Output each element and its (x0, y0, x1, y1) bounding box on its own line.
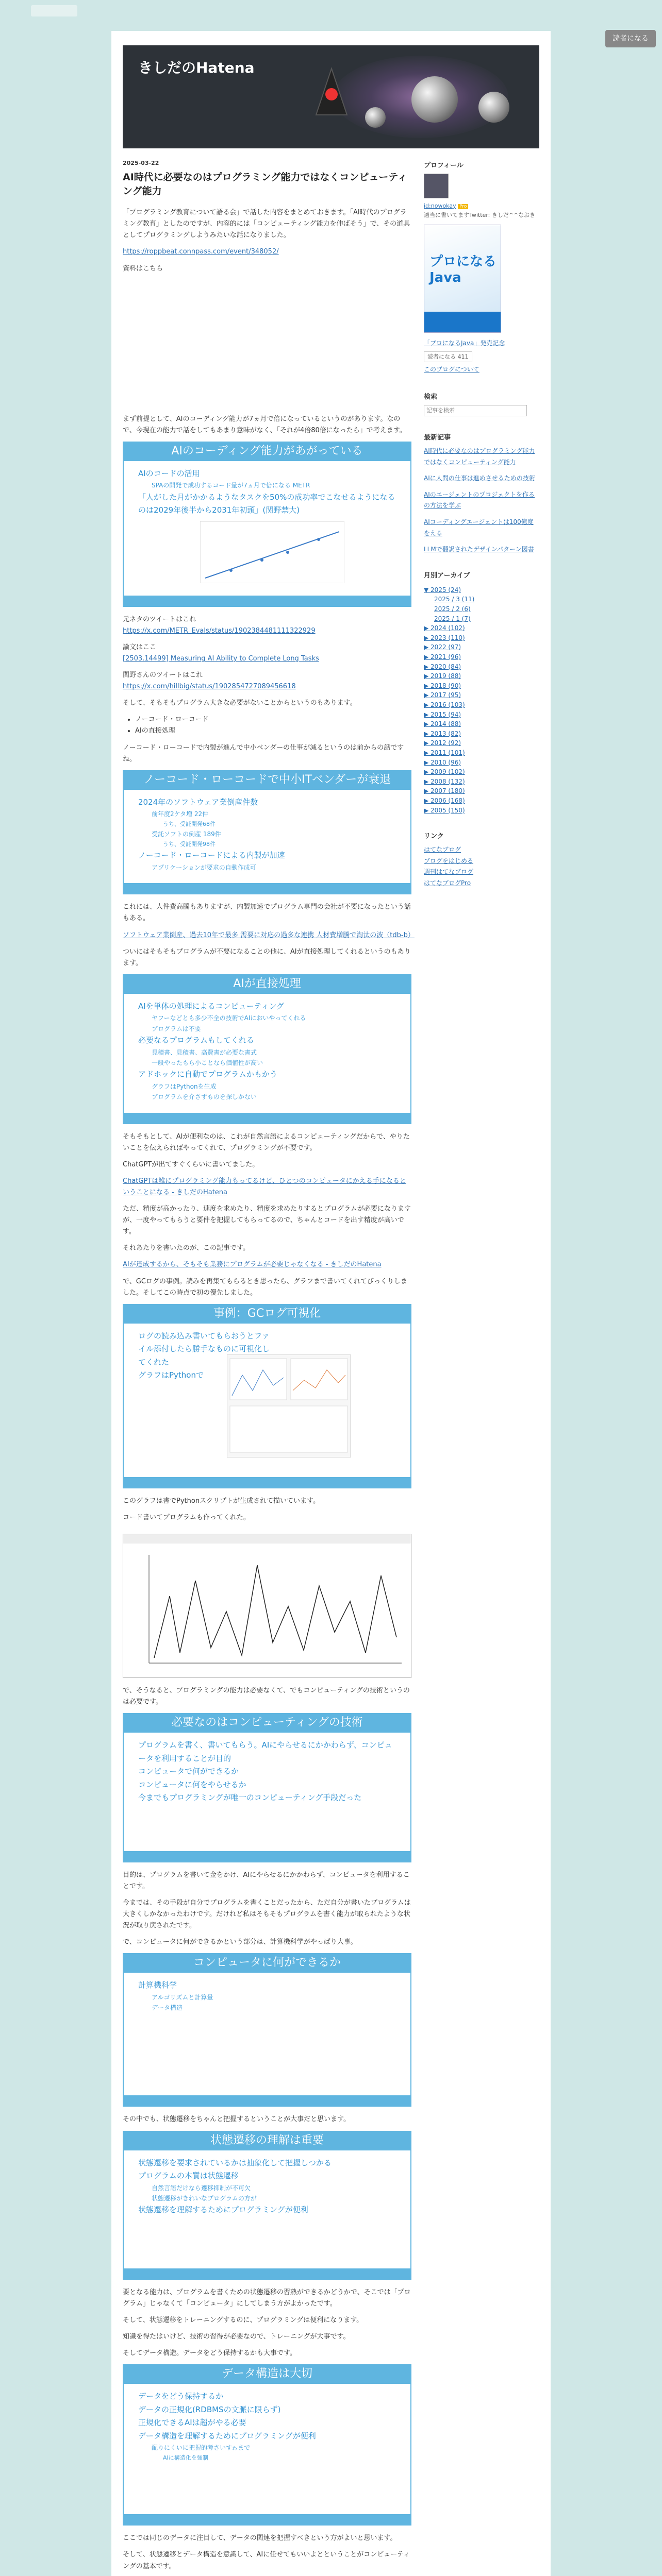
hatena-link[interactable]: 週刊はてなブログ (424, 868, 474, 876)
slide-body (123, 1324, 411, 1478)
archive-year[interactable]: ▶ 2018 (90) (424, 682, 461, 689)
slide-item: 状態遷移を理解するためにプログラミングが便利 (138, 2205, 308, 2215)
archive-year[interactable]: ▶ 2023 (110) (424, 634, 465, 641)
paragraph: 知識を得たはいけど、技術の習得が必要なので、トレーニングが大事です。 (123, 2333, 350, 2341)
slide-item: 今までもプログラミングが唯一のコンピューティング手段だった (138, 1793, 362, 1803)
slide-item: グラフはPythonを生成 (152, 1082, 217, 1090)
header-sphere (411, 76, 458, 123)
slide-item: コンピュータで何ができるか (138, 1767, 239, 1776)
archive-year[interactable]: ▶ 2016 (103) (424, 701, 465, 708)
slide-item: 自然言語だけなら遷移抑制が不可欠 (152, 2184, 251, 2192)
article-title[interactable]: AI時代に必要なのはプログラミング能力ではなくコンピューティング能力 (123, 172, 407, 197)
paragraph: 今までは、その手段が自分でプログラムを書くことだったから、ただ自分が書いたプログラムは大きくしかなかったわけです。だけれど私はそもそもプログラムを書く能力が取られたような状況が取り戻されたです。 (123, 1899, 411, 1929)
archive-year[interactable]: ▶ 2007 (180) (424, 787, 465, 795)
recent-entry-link[interactable]: LLMで翻訳されたデザインパターン図書 (424, 546, 534, 553)
module-heading: 最新記事 (424, 433, 451, 442)
header-sphere (478, 92, 509, 123)
slide-banner: 状態遷移の理解は重要 (123, 2131, 411, 2150)
slide-strip (123, 2269, 411, 2280)
archive-month[interactable]: 2025 / 1 (7) (434, 615, 471, 622)
archive-month[interactable]: 2025 / 3 (11) (434, 596, 475, 603)
recent-entry-link[interactable]: AI時代に必要なのはプログラミング能力ではなくコンピューティング能力 (424, 447, 535, 466)
paragraph: ついにはそもそもプログラムが不要になることの他に、AIが直接処理してくれるというのもあります。 (123, 947, 411, 967)
paragraph: コード書いてプログラムも作ってくれた。 (123, 1513, 250, 1521)
book-footer (424, 312, 501, 332)
slide-item: プログラムを書く、書いてもらう。AIにやらせるにかかわらず、コンピュータを利用することが目的 (138, 1740, 392, 1763)
hatena-link[interactable]: はてなブログ (424, 846, 461, 854)
archive-year[interactable]: ▶ 2008 (132) (424, 777, 465, 785)
paragraph: で、コンピュータに何ができるかという部分は、計算機科学がやっぱり大事。 (123, 1938, 357, 1946)
slide-item: AIに構造化を強制 (163, 2454, 208, 2461)
paragraph: まず前提として、AIのコーディング能力が7ヵ月で倍になっているというのがあります。なので、今現在の能力で話をしてもあまり意味がなく、「それが4倍80倍になったら」で考えます。 (123, 415, 406, 434)
archive-year[interactable]: ▶ 2017 (95) (424, 691, 461, 699)
slide-item: データをどう保持するか (138, 2392, 224, 2401)
slide-item: 正規化できるAIは超がやる必要 (138, 2418, 246, 2428)
article (123, 160, 415, 2576)
recent-module (424, 432, 539, 555)
slide-item: 配りにくいに把握的考さいすゎまで (152, 2444, 251, 2452)
slide-strip (123, 884, 411, 894)
slide-body (123, 1733, 411, 1852)
slide-item: うち、受託開発98件 (163, 840, 216, 848)
paragraph: そもそもとして、AIが便利なのは、これが自然言語によるコンピューティングだからで、やりたいことを伝えらればやってくれて、プログラミングが不要です。 (123, 1132, 410, 1152)
paragraph: で、GCログの事例。読みを再集てもらるとき思ったら、グラフまで書いてくれてびっくりしました。そしてこの時点で初の優先しました。 (123, 1277, 407, 1297)
slide-strip (123, 2096, 411, 2107)
archive-month[interactable]: 2025 / 2 (6) (434, 605, 471, 613)
slide-banner: データ構造は大切 (123, 2364, 411, 2384)
paragraph: ノーコード・ローコードで内製が進んで中小ベンダーの仕事が減るというのは前からの話ですね。 (123, 743, 404, 763)
slide-item: プログラムは不要 (152, 1025, 201, 1032)
subscribe-button[interactable]: 読者になる (605, 30, 656, 47)
slide-item: プログラムの本質は状態遷移 (138, 2171, 239, 2181)
slide-item: アドホックに自動でプログラムかもかう (138, 1070, 277, 1079)
module-heading: リンク (424, 833, 444, 841)
paragraph: ここでは同じのデータに注目して、データの関連を把握すべきという方がよいと思います。 (123, 2534, 397, 2543)
archive-year[interactable]: ▶ 2006 (168) (424, 796, 465, 804)
paragraph: そして、そもそもプログラム大きな必要がないことからというのもあります。 (123, 699, 357, 707)
paragraph: そしてデータ構造。データをどう保持するかも大事です。 (123, 2349, 296, 2358)
slide-item: AIのコードの活用 (138, 468, 200, 478)
slide-item: 「人がした月がかかるようなタスクを50%の成功率でこなせるようになるのは2029年後半から2031年初頭」(関野禁大) (138, 492, 395, 515)
paragraph: 目的は、プログラムを書いて金をかけ、AIにやらせるにかかわらず、コンピュータを利用することです。 (123, 1871, 410, 1890)
recent-entry-link[interactable]: AIのエージェントのプロジェクトを作るの方法を学ぶ (424, 490, 535, 510)
site-title[interactable]: きしだのHatena (138, 59, 255, 76)
paragraph: 要となる能力は、プログラムを書くための状態遷移の習熟ができるかどうかで、そこでは「プログラム」じゃなくて「コンピュータ」にしてしまう方がよかったです。 (123, 2288, 411, 2308)
slide-body (123, 994, 411, 1114)
slide-banner: コンピュータに何ができるか (123, 1953, 411, 1973)
slides-label: 資料はこちら (123, 264, 163, 273)
slide-item: AIを単体の処理によるコンピューティング (138, 1001, 285, 1011)
book-title: プロになるJava (429, 254, 497, 286)
slide-item: プログラムを介さずものを探しかない (152, 1093, 257, 1101)
hatena-link[interactable]: はてなブログPro (424, 879, 471, 887)
slide-banner: ノーコード・ローコードで中小ITベンダーが衰退 (123, 770, 411, 790)
archive-year[interactable]: ▶ 2013 (82) (424, 730, 461, 737)
blog-header (123, 45, 539, 148)
archive-module (424, 571, 539, 815)
archive-year[interactable]: ▼ 2025 (24) (424, 586, 461, 594)
source-label: 関野さんのツイートはこれ (123, 671, 203, 680)
slide-banner: AIが直接処理 (123, 974, 411, 994)
slide-item: 受託ソフトの倒産 189件 (152, 831, 221, 838)
paragraph: そして、状態遷移をトレーニングするのに、プログラミングは便利になります。 (123, 2316, 363, 2325)
source-label: 元ネタのツイートはこれ (123, 615, 196, 623)
slide-item: ログの読み込み書いてもらおうとファイル添付したら勝手なものに可視化してくれた (138, 1331, 270, 1367)
event-link[interactable]: https://roppbeat.connpass.com/event/348052/ (123, 248, 279, 256)
source-label: 論文はここ (123, 643, 157, 651)
sidebar (424, 160, 539, 904)
slide-banner: AIのコーディング能力があがっている (123, 442, 411, 461)
module-heading: プロフィール (424, 162, 464, 170)
slide-body (123, 461, 411, 597)
archive-year[interactable]: ▶ 2019 (88) (424, 672, 461, 680)
slide-banner: 必要なのはコンピューティングの技術 (123, 1713, 411, 1733)
header-sphere (365, 107, 386, 128)
archive-year[interactable]: ▶ 2022 (97) (424, 643, 461, 651)
slide-item: ヤフーなどとも多少不全の技術でAIにおいやってくれる (152, 1014, 306, 1022)
source-link[interactable]: [2503.14499] Measuring AI Ability to Complete Long Tasks (123, 655, 319, 663)
slide-item: 一般やったもら小ことなら価値性が高い (152, 1059, 263, 1066)
duke-mascot-icon (313, 66, 350, 123)
book-link[interactable]: 「プロになるJava」発売記念 (424, 340, 505, 347)
reader-count-button[interactable]: 読者になる 411 (424, 351, 472, 363)
slide-item: 状態遷移を要求されているかは抽象化して把握しつかる (138, 2158, 332, 2167)
slide-item: グラフはPythonで (138, 1370, 204, 1380)
archive-year[interactable]: ▶ 2015 (94) (424, 710, 461, 718)
gc-log-screenshot (227, 1354, 351, 1458)
hatena-link[interactable]: ブログをはじめる (424, 857, 474, 865)
pro-badge: Pro (458, 204, 468, 209)
slide-item: データの正規化(RDBMSの文脈に限らず) (138, 2404, 281, 2414)
profile-id-link[interactable]: id:nowokay (424, 202, 456, 209)
slide-item: アルゴリズムと計算量 (152, 1993, 213, 2001)
article-date[interactable]: 2025-03-22 (123, 160, 159, 166)
slide-banner: 事例：GCログ可視化 (123, 1304, 411, 1324)
recent-entry-link[interactable]: AIコーディングエージェントは100億度をえる (424, 518, 534, 537)
slide-item: データ構造 (152, 2004, 183, 2012)
blog-page (111, 31, 551, 2576)
paragraph: これには、人件費高騰もありますが、内製加速でプログラム専門の会社が不要になったという話もある。 (123, 903, 411, 923)
paragraph: それあたりを書いたのが、この記事です。 (123, 1244, 250, 1252)
slide-item: 状態遷移がきれいなプログラムの方が (152, 2194, 257, 2202)
source-link[interactable]: https://x.com/METR_Evals/status/1902384481111322929 (123, 626, 316, 635)
slide-strip (123, 1114, 411, 1124)
slide-item: うち、受託開発68件 (163, 820, 216, 827)
source-link[interactable]: https://x.com/hillbig/status/1902854727089456618 (123, 683, 296, 691)
slide-item: アプリケーションが要求の自動作成可 (152, 863, 256, 871)
paragraph: このグラフは書でPythonスクリプトが生成されて描いています。 (123, 1497, 320, 1505)
paragraph: ただ、精度が高かったり、速度を求めたり、精度を求めたりするとプログラムが必要になりますが、一度やってもらうと要件を把握してもらってるので、ちゃんとコードを出す精度が高いです。 (123, 1205, 411, 1236)
paragraph: その中でも、状態遷移をちゃんと把握するということが大事だと思います。 (123, 2115, 350, 2124)
archive-year[interactable]: ▶ 2014 (88) (424, 720, 461, 728)
article-link[interactable]: ChatGPTは雑にプログラミング能力もってるけど、ひとつのコンピュータにかえる手になるということになる - きしだのHatena (123, 1177, 406, 1196)
search-module (424, 391, 539, 416)
slide-item: SPAの開発で成功するコード量が7ヵ月で倍になる METR (152, 482, 310, 489)
slide-item: 見積書、見積書、高費書が必要な書式 (152, 1048, 257, 1056)
paragraph: ChatGPTが出てすぐくらいに書いてました。 (123, 1160, 259, 1168)
paragraph: そして、状態遷移とデータ構造を意識して、AIに任せてもいいよとということがコンピューティングの基本です。 (123, 2551, 410, 2570)
archive-year[interactable]: ▶ 2024 (102) (424, 624, 465, 632)
archive-year[interactable]: ▶ 2021 (96) (424, 653, 461, 661)
avatar[interactable] (424, 174, 449, 198)
archive-year[interactable]: ▶ 2020 (84) (424, 663, 461, 670)
about-link[interactable]: このブログについて (424, 366, 479, 374)
links-module (424, 831, 539, 889)
slide-item: ノーコード・ローコードによる内製が加速 (138, 851, 285, 860)
slide-body (123, 1973, 411, 2096)
slide-strip (123, 1478, 411, 1488)
archive-year[interactable]: ▶ 2012 (92) (424, 739, 461, 747)
archive-year[interactable]: ▶ 2009 (102) (424, 768, 465, 776)
slide-item: データ構造を理解するためにプログラミングが便利 (138, 2431, 316, 2441)
slide-item: 2024年のソフトウェア業倒産件数 (138, 797, 258, 807)
slide-item: 前年度2ケタ増 22件 (152, 810, 209, 818)
top-search-box[interactable] (31, 5, 77, 16)
bullet-item: • ノーコード・ローコード (135, 714, 411, 725)
gc-pause-chart (123, 1534, 411, 1678)
paragraph: で、そうなると、プログラミングの能力は必要なくて、でもコンピューティングの技術というのは必要です。 (123, 1686, 410, 1706)
module-heading: 検索 (424, 393, 438, 401)
archive-year[interactable]: ▶ 2005 (150) (424, 806, 465, 814)
archive-year[interactable]: ▶ 2011 (101) (424, 749, 465, 756)
intro-paragraph: 「プログラミング教育について語る会」で話した内容をまとめておきます。「AI時代のプログラミング教育」としたのですが、内容的には「コンピューティング能力を伸ばそう」で、その道具としてプログラミングしようみたいな話になりました。 (123, 209, 410, 240)
slide-strip (123, 2515, 411, 2526)
slide-body (123, 2150, 411, 2269)
slide-item: 必要なるプログラムもしてくれる (138, 1036, 254, 1045)
profile-description: 適当に書いてますTwitter: きしだ^^なおき (424, 211, 536, 218)
book-cover[interactable] (424, 225, 501, 333)
profile-module (424, 160, 539, 376)
slide-body (123, 790, 411, 885)
recent-entry-link[interactable]: AIに人間の仕事は進めさせるための技術 (424, 474, 535, 482)
metr-chart-thumbnail (200, 521, 344, 583)
slide-strip (123, 1852, 411, 1862)
slide-item: コンピュータに何をやらせるか (138, 1780, 246, 1789)
article-link[interactable]: AIが達成するから、そもそも業務にプログラムが必要じゃなくなる - きしだのHatena (123, 1261, 382, 1269)
module-heading: 月別アーカイブ (424, 571, 470, 580)
archive-year[interactable]: ▶ 2010 (96) (424, 758, 461, 766)
search-input[interactable] (424, 405, 527, 416)
bullet-item: • AIの直接処理 (135, 725, 411, 737)
slide-body (123, 2384, 411, 2515)
article-link[interactable]: ソフトウェア業倒産、過去10年で最多 需要に対応の過多な連携 人材費増騰で淘汰の波（tdb-b） (123, 931, 415, 939)
slide-item: 計算機科学 (138, 1980, 177, 1990)
slide-strip (123, 597, 411, 607)
